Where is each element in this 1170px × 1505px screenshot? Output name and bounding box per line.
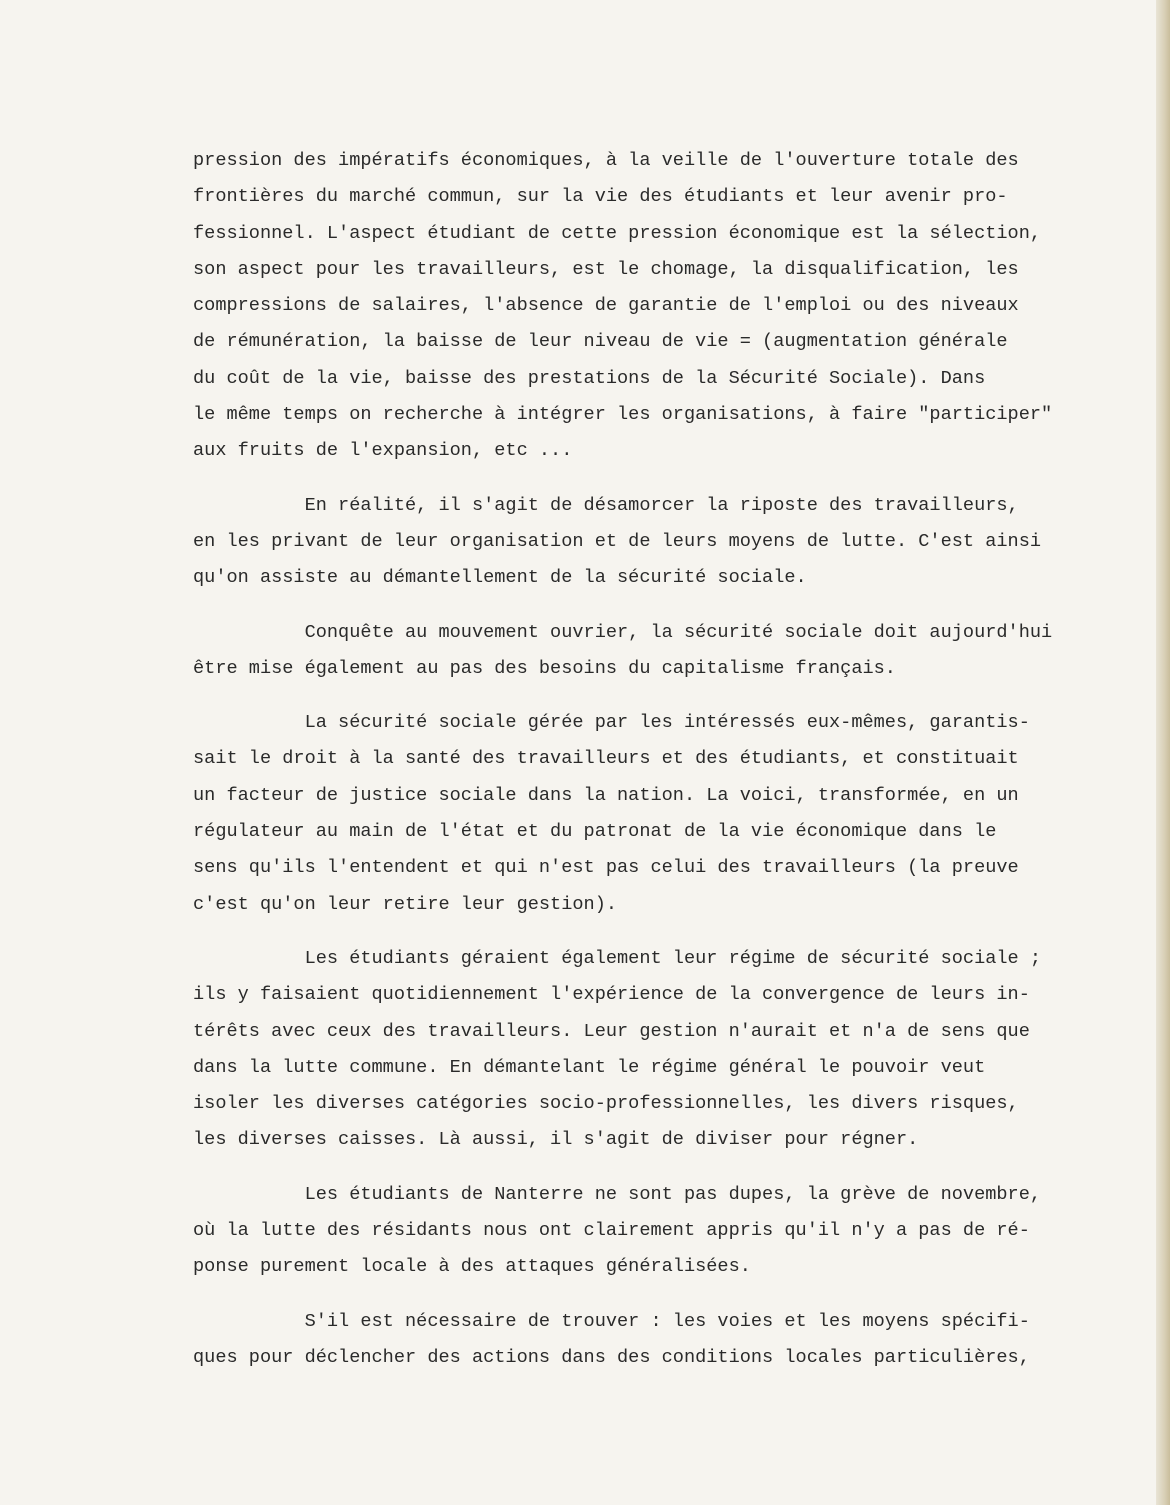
text-line: Les étudiants géraient également leur régime de sécurité sociale ; xyxy=(193,947,1042,969)
text-line: aux fruits de l'expansion, etc ... xyxy=(193,440,573,462)
text-line: compressions de salaires, l'absence de garantie de l'emploi ou des niveaux xyxy=(193,295,1019,317)
paragraph-gap xyxy=(193,687,1063,705)
text-line: les diverses caisses. Là aussi, il s'agit de diviser pour régner. xyxy=(193,1129,919,1151)
text-line: Conquête au mouvement ouvrier, la sécurité sociale doit aujourd'hui xyxy=(193,621,1053,643)
text-line: frontières du marché commun, sur la vie des étudiants et leur avenir pro- xyxy=(193,186,1008,208)
text-line: de rémunération, la baisse de leur niveau de vie = (augmentation générale xyxy=(193,331,1008,353)
paragraph xyxy=(193,941,1063,1159)
text-line: ponse purement locale à des attaques généralisées. xyxy=(193,1256,751,1278)
text-line: Les étudiants de Nanterre ne sont pas dupes, la grève de novembre, xyxy=(193,1183,1042,1205)
text-line: le même temps on recherche à intégrer les organisations, à faire "participer" xyxy=(193,404,1053,426)
page-body xyxy=(193,143,1063,1376)
text-line: où la lutte des résidants nous ont clairement appris qu'il n'y a pas de ré- xyxy=(193,1220,1030,1242)
text-line: être mise également au pas des besoins du capitalisme français. xyxy=(193,657,896,679)
paragraph-gap xyxy=(193,1286,1063,1304)
text-line: régulateur au main de l'état et du patronat de la vie économique dans le xyxy=(193,821,997,843)
paragraph xyxy=(193,488,1063,597)
paragraph xyxy=(193,615,1063,688)
text-line: qu'on assiste au démantellement de la sécurité sociale. xyxy=(193,567,807,589)
paragraph xyxy=(193,705,1063,923)
paragraph xyxy=(193,1304,1063,1377)
text-line: du coût de la vie, baisse des prestations de la Sécurité Sociale). Dans xyxy=(193,367,986,389)
text-line: térêts avec ceux des travailleurs. Leur gestion n'aurait et n'a de sens que xyxy=(193,1020,1030,1042)
page-stack-edge xyxy=(1156,0,1170,1505)
text-line: La sécurité sociale gérée par les intéressés eux-mêmes, garantis- xyxy=(193,712,1030,734)
paragraph-gap xyxy=(193,923,1063,941)
paragraph-gap xyxy=(193,470,1063,488)
text-line: c'est qu'on leur retire leur gestion). xyxy=(193,893,618,915)
text-line: sens qu'ils l'entendent et qui n'est pas celui des travailleurs (la preuve xyxy=(193,857,1019,879)
text-line: ques pour déclencher des actions dans des conditions locales particulières, xyxy=(193,1346,1030,1368)
text-line: isoler les diverses catégories socio-professionnelles, les divers risques, xyxy=(193,1093,1019,1115)
paragraph xyxy=(193,1177,1063,1286)
paragraph-gap xyxy=(193,597,1063,615)
text-line: ils y faisaient quotidiennement l'expérience de la convergence de leurs in- xyxy=(193,984,1030,1006)
text-line: un facteur de justice sociale dans la nation. La voici, transformée, en un xyxy=(193,784,1019,806)
text-line: sait le droit à la santé des travailleurs et des étudiants, et constituait xyxy=(193,748,1019,770)
text-line: son aspect pour les travailleurs, est le chomage, la disqualification, les xyxy=(193,258,1019,280)
text-line: S'il est nécessaire de trouver : les voies et les moyens spécifi- xyxy=(193,1310,1030,1332)
paragraph xyxy=(193,143,1063,470)
text-line: En réalité, il s'agit de désamorcer la riposte des travailleurs, xyxy=(193,494,1019,516)
paragraph-gap xyxy=(193,1159,1063,1177)
text-line: fessionnel. L'aspect étudiant de cette pression économique est la sélection, xyxy=(193,222,1042,244)
text-line: pression des impératifs économiques, à la veille de l'ouverture totale des xyxy=(193,150,1019,171)
text-line: en les privant de leur organisation et de leurs moyens de lutte. C'est ainsi xyxy=(193,530,1042,552)
text-line: dans la lutte commune. En démantelant le régime général le pouvoir veut xyxy=(193,1056,986,1078)
